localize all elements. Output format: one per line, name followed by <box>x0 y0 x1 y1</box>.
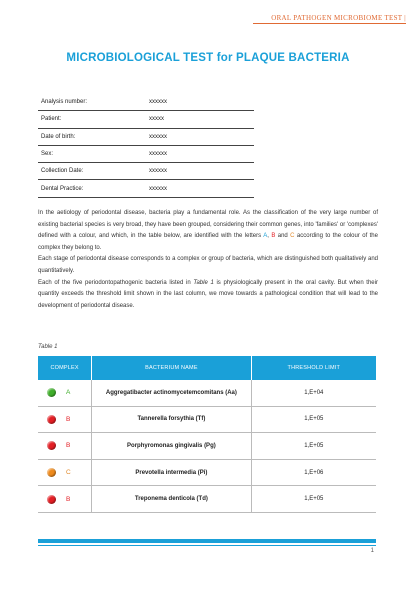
column-header-complex: COMPLEX <box>38 356 92 380</box>
paragraph-text: Each of the five periodontopathogenic bacteria listed in <box>38 279 194 286</box>
paragraph-text: according to the colour of the complex they belong to. <box>38 233 378 251</box>
complex-letter: C <box>66 469 71 477</box>
table-caption: Table 1 <box>38 344 58 350</box>
footer-rule <box>38 545 376 546</box>
complex-cell <box>38 486 92 513</box>
info-label: Dental Practice: <box>38 180 149 197</box>
green-dot-icon <box>47 388 56 397</box>
footer-band <box>38 539 376 543</box>
info-row <box>38 111 254 128</box>
red-dot-icon <box>47 415 56 424</box>
complex-letter-c: C <box>290 233 295 240</box>
complex-letter-a: A <box>263 233 268 240</box>
red-dot-icon <box>47 495 56 504</box>
red-dot-icon <box>47 441 56 450</box>
paragraph-text: In the aetiology of periodontal disease, bacteria play a fundamental role. As the classification of the very large number of existing bacterial species is very broad, they have been grouped, considering their common genes, into 'families' or 'complexes' defined with a colour, and which, in the table below, are identified with the letters <box>38 210 378 240</box>
threshold-value: 1,E+06 <box>251 459 376 486</box>
info-label: Collection Date: <box>38 163 149 180</box>
info-row <box>38 163 254 180</box>
complex-letter: B <box>66 415 71 423</box>
threshold-value: 1,E+05 <box>251 406 376 433</box>
table-row <box>38 459 376 486</box>
info-row <box>38 145 254 162</box>
table-row <box>38 406 376 433</box>
page-header <box>0 0 416 36</box>
column-header-bacterium: BACTERIUM NAME <box>92 356 251 380</box>
bacterium-name: Porphyromonas gingivalis (Pg) <box>92 433 251 460</box>
intro-text <box>38 208 378 312</box>
info-label: Analysis number: <box>38 94 149 111</box>
info-label: Patient: <box>38 111 149 128</box>
paragraph-text: , <box>267 233 272 240</box>
complex-cell <box>38 406 92 433</box>
table-row <box>38 486 376 513</box>
bacterium-name: Tannerella forsythia (Tf) <box>92 406 251 433</box>
info-row <box>38 94 254 111</box>
threshold-value: 1,E+05 <box>251 486 376 513</box>
threshold-value: 1,E+05 <box>251 433 376 460</box>
complex-cell <box>38 433 92 460</box>
complex-letter: A <box>66 389 71 397</box>
complex-letter-b: B <box>271 233 276 240</box>
document-title: MICROBIOLOGICAL TEST for PLAQUE BACTERIA <box>66 52 350 64</box>
info-value: xxxxxx <box>149 163 254 180</box>
paragraph-text: is physiologically present in the oral cavity. But when their quantity exceeds the threshold limit shown in the last column, we move towards a pathological condition that will lead to the development of periodontal disease. <box>38 279 378 309</box>
info-label: Sex: <box>38 145 149 162</box>
table-reference: Table 1 <box>193 279 214 286</box>
header-title: ORAL PATHOGEN MICROBIOME TEST | <box>271 14 406 22</box>
info-row <box>38 128 254 145</box>
page-number: 1 <box>370 548 374 554</box>
threshold-value: 1,E+04 <box>251 380 376 406</box>
complex-cell <box>38 380 92 406</box>
info-value: xxxxxx <box>149 180 254 197</box>
bacteria-table <box>38 356 376 513</box>
info-row <box>38 180 254 197</box>
paragraph-2: Each stage of periodontal disease corresponds to a complex or group of bacteria, which are distinguished both qualitatively and quantitatively. <box>38 256 378 274</box>
table-header-row <box>38 356 376 380</box>
info-label: Date of birth: <box>38 128 149 145</box>
header-rule <box>253 23 406 24</box>
paragraph-3 <box>38 278 378 313</box>
bacterium-name: Prevotella intermedia (Pi) <box>92 459 251 486</box>
column-header-threshold: THRESHOLD LIMIT <box>251 356 376 380</box>
paragraph-text: and <box>275 233 291 240</box>
table-row <box>38 433 376 460</box>
bacterium-name: Treponema denticola (Td) <box>92 486 251 513</box>
complex-cell <box>38 459 92 486</box>
info-value: xxxxxx <box>149 128 254 145</box>
paragraph-1 <box>38 208 378 254</box>
complex-letter: B <box>66 495 71 503</box>
info-value: xxxxxx <box>149 94 254 111</box>
info-value: xxxxx <box>149 111 254 128</box>
info-value: xxxxxx <box>149 145 254 162</box>
table-row <box>38 380 376 406</box>
complex-letter: B <box>66 442 71 450</box>
bacterium-name: Aggregatibacter actinomycetemcomitans (Aa) <box>92 380 251 406</box>
orange-dot-icon <box>47 468 56 477</box>
patient-info-table <box>38 94 254 198</box>
